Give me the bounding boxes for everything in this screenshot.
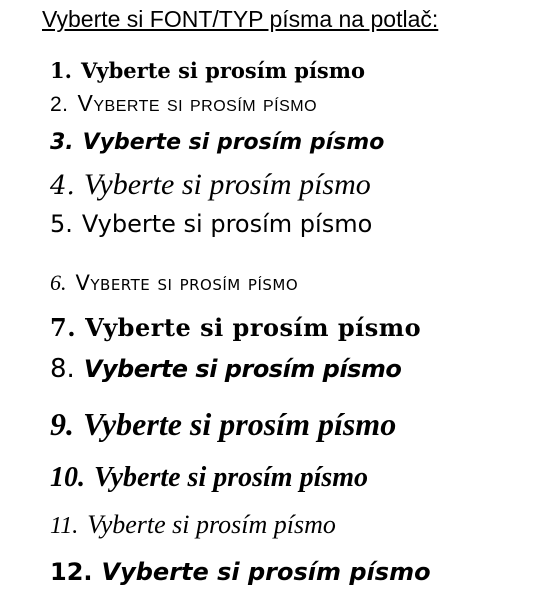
sample-text: Vyberte si prosím písmo xyxy=(82,130,385,155)
sample-number: 2. xyxy=(50,93,69,116)
sample-number: 10. xyxy=(50,462,85,493)
sample-text: Vyberte si prosím písmo xyxy=(83,168,371,201)
sample-number: 7. xyxy=(50,313,77,342)
font-sample-1[interactable] xyxy=(50,60,365,81)
sample-number: 3. xyxy=(50,130,74,155)
font-sample-3[interactable] xyxy=(50,132,384,154)
sample-text: Vyberte si prosím písmo xyxy=(83,406,397,442)
page-title: Vyberte si FONT/TYP písma na potlač: xyxy=(42,6,439,32)
sample-text: Vyberte si prosím písmo xyxy=(75,271,299,295)
sample-number: 5. xyxy=(50,210,73,238)
font-sample-8[interactable] xyxy=(50,356,401,382)
sample-text: Vyberte si prosím písmo xyxy=(85,313,422,342)
font-sample-2[interactable] xyxy=(50,92,317,115)
sample-text: Vyberte si prosím písmo xyxy=(80,58,365,83)
sample-number: 8. xyxy=(50,354,75,384)
font-sample-5[interactable] xyxy=(50,212,372,236)
sample-text: Vyberte si prosím písmo xyxy=(101,558,431,586)
sample-number: 6. xyxy=(50,270,67,295)
font-sample-4[interactable] xyxy=(50,170,371,200)
font-sample-12[interactable] xyxy=(50,560,431,584)
sample-number: 9. xyxy=(50,406,74,442)
font-sample-10[interactable] xyxy=(50,464,368,492)
font-sample-6[interactable] xyxy=(50,272,298,294)
sample-text: Vyberte si prosím písmo xyxy=(87,510,336,539)
sample-text: Vyberte si prosím písmo xyxy=(94,462,369,493)
sample-text: Vyberte si prosím písmo xyxy=(77,90,318,116)
sample-text: Vyberte si prosím písmo xyxy=(81,210,373,238)
sample-number: 4. xyxy=(50,171,75,201)
sample-number: 11. xyxy=(50,513,79,539)
font-sample-11[interactable] xyxy=(50,512,336,538)
font-sample-9[interactable] xyxy=(50,408,396,440)
font-sample-7[interactable] xyxy=(50,313,422,342)
sample-number: 1. xyxy=(50,58,72,83)
sample-number: 12. xyxy=(50,558,93,586)
sample-text: Vyberte si prosím písmo xyxy=(83,355,402,383)
